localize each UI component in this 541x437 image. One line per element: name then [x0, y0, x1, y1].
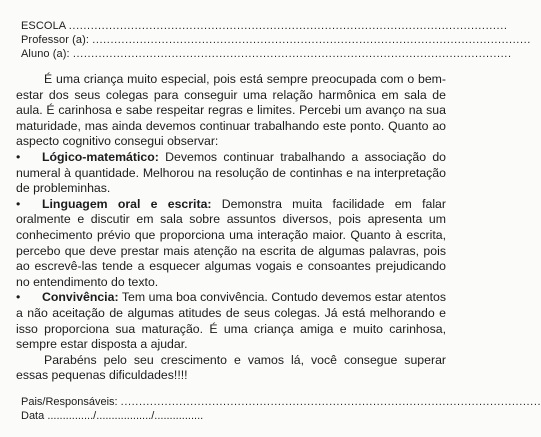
item-logico-matematico [16, 150, 446, 197]
escola-fill-line: ........................................................................................................................ [68, 20, 508, 32]
item-title: Convivência: [42, 290, 119, 305]
intro-paragraph: É uma criança muito especial, pois está sempre preocupada com o bem-estar dos seus colegas para conseguir uma relação harmônica em sala de aula. É carinhosa e sabe respeitar regras e limites. Percebi um avanço na sua maturidade, mas ainda devemos continuar trabalhando este ponto. Quanto ao aspecto cognitivo consegui observar: [16, 72, 446, 149]
aluno-fill-line: ........................................................................................................................ [72, 48, 512, 60]
footer-pais-line [21, 396, 541, 409]
bullet-icon: • [16, 196, 21, 211]
item-convivencia [16, 290, 446, 352]
report-body [16, 72, 446, 384]
item-text: Tem uma boa convivência. Contudo devemos estar atentos a não aceitação de algumas atitudes de seus colegas. Já está melhorando e isso proporciona sua maturação. É uma criança amiga e muito carinhosa, sempre estar disposta a ajudar. [16, 290, 446, 352]
item-title: Linguagem oral e escrita: [42, 196, 212, 211]
professor-label: Professor (a): [21, 34, 90, 46]
pais-fill-line: ................................................................................................................... [120, 396, 541, 408]
item-linguagem [16, 197, 446, 291]
footer-data-line [21, 410, 221, 423]
item-text: Demonstra muita facilidade em falar oralmente e discutir em sala sobre assuntos diversos, pois apresenta um conhecimento prévio que proporciona uma interação maior. Quanto à escrita, percebo que deve prestar mais atenção na escrita de algumas palavras, pois ao escrevê-las tende a esquecer algumas vogais e consoantes prejudicando no entendimento do texto. [16, 196, 446, 289]
bullet-icon: • [16, 149, 21, 164]
data-fill-line: .............../................../................ [47, 410, 204, 422]
pais-label: Pais/Responsáveis: [21, 396, 118, 408]
data-label: Data [21, 410, 45, 422]
bullet-icon: • [16, 290, 21, 305]
closing-paragraph: Parabéns pelo seu crescimento e vamos lá, você consegue superar essas pequenas dificuldades!!!! [16, 352, 446, 383]
header-escola-line [21, 20, 508, 33]
header-aluno-line [21, 48, 512, 61]
escola-label: ESCOLA [21, 20, 66, 32]
professor-fill-line: ........................................................................................................................ [92, 34, 531, 46]
header-professor-line [21, 34, 531, 47]
item-title: Lógico-matemático: [42, 149, 159, 164]
item-text: Devemos continuar trabalhando a associação do numeral à quantidade. Melhorou na resolução de continhas e na interpretação de probleminhas. [16, 149, 446, 196]
aluno-label: Aluno (a): [21, 48, 70, 60]
